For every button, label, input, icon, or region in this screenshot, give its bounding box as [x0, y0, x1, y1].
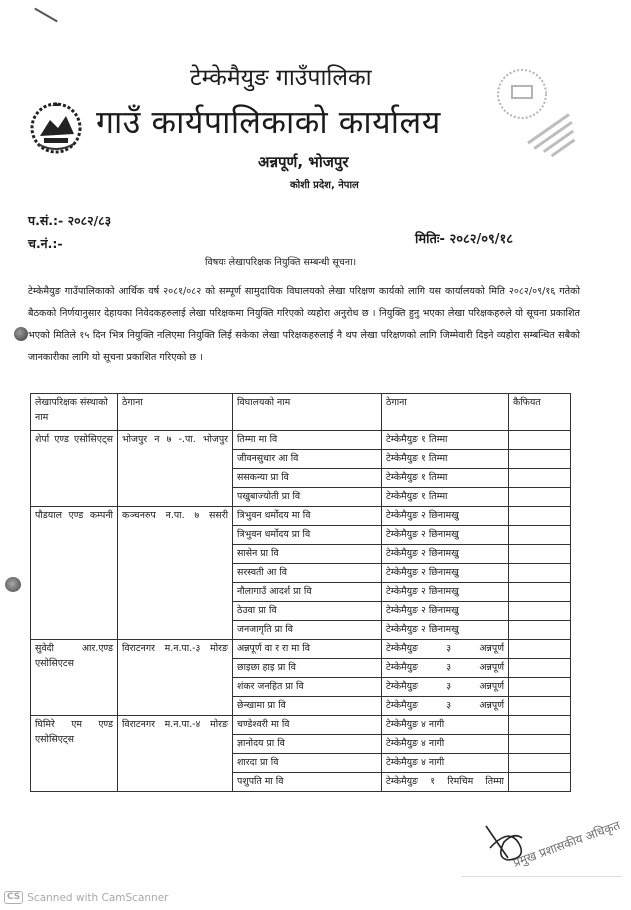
table-body: [31, 431, 571, 792]
school-name-cell: त्रिभुवन धर्मोदय प्रा वि: [233, 526, 382, 545]
auditor-address-cell: विराटनगर म.न.पा.-४ मोरङ: [118, 716, 233, 792]
school-address-cell: टेम्केमैयुङ ३ अन्नपूर्ण: [382, 678, 509, 697]
remarks-cell: [509, 602, 571, 621]
municipality-name: टेम्केमैयुङ गाउँपालिका: [190, 65, 372, 91]
header-school-name: विघालयको नाम: [233, 394, 382, 431]
table-row: [31, 431, 571, 450]
letter-number: प.सं.:- २०८२/८३: [28, 213, 112, 228]
signatory-designation: प्रमुख प्रशासकीय अधिकृत: [511, 818, 622, 870]
school-name-cell: नौलागाउँ आदर्श प्रा वि: [233, 583, 382, 602]
office-location: अन्नपूर्ण, भोजपुर: [258, 153, 349, 171]
remarks-cell: [509, 735, 571, 754]
school-address-cell: टेम्केमैयुङ १ तिम्मा: [382, 469, 509, 488]
remarks-cell: [509, 621, 571, 640]
table-row: [31, 716, 571, 735]
school-name-cell: शंकर जनहित प्रा वि: [233, 678, 382, 697]
remarks-cell: [509, 545, 571, 564]
header-school-address: ठेगाना: [382, 394, 509, 431]
school-name-cell: पखुबाज्योती प्रा वि: [233, 488, 382, 507]
school-name-cell: जनजागृति प्रा वि: [233, 621, 382, 640]
notice-date: मितिः- २०८२/०९/१८: [415, 232, 514, 247]
school-address-cell: टेम्केमैयुङ ४ नागी: [382, 735, 509, 754]
school-address-cell: टेम्केमैयुङ २ छिनामखु: [382, 621, 509, 640]
auditor-appointment-table: [30, 393, 571, 792]
school-name-cell: ठेउवा प्रा वि: [233, 602, 382, 621]
scanner-text: Scanned with CamScanner: [27, 891, 169, 904]
school-address-cell: टेम्केमैयुङ ३ अन्नपूर्ण: [382, 697, 509, 716]
header-remarks: कैफियत: [509, 394, 571, 431]
school-address-cell: टेम्केमैयुङ ४ नागी: [382, 754, 509, 773]
header-auditor-name: लेखापरिक्षक संस्थाको नाम: [31, 394, 118, 431]
remarks-cell: [509, 450, 571, 469]
scanner-watermark: [4, 891, 168, 904]
school-address-cell: टेम्केमैयुङ ३ अन्नपूर्ण: [382, 659, 509, 678]
school-name-cell: पशुपति मा वि: [233, 773, 382, 792]
dispatch-number: च.नं.:-: [28, 236, 63, 251]
school-name-cell: ज्ञानोदय प्रा वि: [233, 735, 382, 754]
school-address-cell: टेम्केमैयुङ १ रिमचिम तिम्मा: [382, 773, 509, 792]
school-name-cell: सरस्वती आ वि: [233, 564, 382, 583]
remarks-cell: [509, 697, 571, 716]
remarks-cell: [509, 773, 571, 792]
remarks-cell: [509, 678, 571, 697]
auditor-name-cell: घिमिरे एम एण्ड एसोसिएट्स: [31, 716, 118, 792]
auditor-address-cell: विराटनगर म.न.पा.-३ मोरङ: [118, 640, 233, 716]
province-name: कोशी प्रदेश, नेपाल: [290, 180, 359, 191]
auditor-address-cell: कञ्चनरुप न.पा. ७ ससरी: [118, 507, 233, 640]
punch-hole: [5, 577, 21, 592]
table-row: [31, 507, 571, 526]
pen-mark: [34, 8, 58, 23]
school-name-cell: तिम्मा मा वि: [233, 431, 382, 450]
school-address-cell: टेम्केमैयुङ १ तिम्मा: [382, 431, 509, 450]
school-name-cell: अन्नपूर्ण वा र रा मा वि: [233, 640, 382, 659]
school-name-cell: छाइछा हाइ प्रा वि: [233, 659, 382, 678]
school-name-cell: त्रिभुवन धर्मोदय मा वि: [233, 507, 382, 526]
auditor-address-cell: भोजपुर न ७ -.पा. भोजपुर: [118, 431, 233, 507]
punch-hole: [14, 327, 28, 341]
school-address-cell: टेम्केमैयुङ २ छिनामखु: [382, 602, 509, 621]
remarks-cell: [509, 469, 571, 488]
school-name-cell: जीवनसुधार आ वि: [233, 450, 382, 469]
school-address-cell: टेम्केमैयुङ २ छिनामखु: [382, 583, 509, 602]
notice-body: टेम्केमैयुङ गाउँपालिकाको आर्थिक वर्ष २०८१/०८२ को सम्पूर्ण सामुदायिक विघालयको लेखा परिक्षण कार्यको लागि यस कार्यालयको मिति २०८२/०९/१६ गतेको बैठकको निर्णयानुसार देहायका निवेदकहरुलाई लेखा परिक्षकमा नियुक्ति गरिएको व्यहोरा अनुरोध छ । नियुक्ति हुनु भएका लेखा परिक्षकहरुले यो सूचना प्रकाशित भएको मितिले १५ दिन भित्र नियुक्ति नलिएमा नियुक्ति लिई सकेका लेखा परिक्षकहरुलाई नै थप लेखा परिक्षणको लागि जिम्मेवारी दिइने व्यहोरा सम्बन्धित सबैको जानकारीका लागि यो सूचना प्रकाशित गरिएको छ ।: [28, 286, 580, 363]
school-address-cell: टेम्केमैयुङ १ तिम्मा: [382, 488, 509, 507]
office-title: गाउँ कार्यपालिकाको कार्यालय: [96, 103, 441, 141]
auditor-name-cell: शेर्पा एण्ड एसोसिएट्स: [31, 431, 118, 507]
remarks-cell: [509, 431, 571, 450]
school-name-cell: चण्डेश्वरी मा वि: [233, 716, 382, 735]
office-stamp: [484, 58, 594, 158]
header-auditor-address: ठेगाना: [118, 394, 233, 431]
auditor-name-cell: सुवेदी आर.एण्ड एसोसिएटस: [31, 640, 118, 716]
school-address-cell: टेम्केमैयुङ २ छिनामखु: [382, 507, 509, 526]
divider: [462, 876, 622, 877]
remarks-cell: [509, 564, 571, 583]
remarks-cell: [509, 507, 571, 526]
school-name-cell: सासेन प्रा वि: [233, 545, 382, 564]
school-name-cell: ससकन्या प्रा वि: [233, 469, 382, 488]
remarks-cell: [509, 659, 571, 678]
school-name-cell: छेन्खामा प्रा वि: [233, 697, 382, 716]
school-address-cell: टेम्केमैयुङ ४ नागी: [382, 716, 509, 735]
camscanner-icon: CS: [4, 891, 23, 904]
remarks-cell: [509, 526, 571, 545]
remarks-cell: [509, 754, 571, 773]
table-header-row: [31, 394, 571, 431]
remarks-cell: [509, 488, 571, 507]
notice-subject: विषयः लेखापरिक्षक नियुक्ति सम्बन्धी सूचना।: [205, 257, 357, 268]
school-address-cell: टेम्केमैयुङ ३ अन्नपूर्ण: [382, 640, 509, 659]
table-row: [31, 640, 571, 659]
school-name-cell: शारदा प्रा वि: [233, 754, 382, 773]
school-address-cell: टेम्केमैयुङ २ छिनामखु: [382, 526, 509, 545]
auditor-name-cell: पौडयाल एण्ड कम्पनी: [31, 507, 118, 640]
school-address-cell: टेम्केमैयुङ १ तिम्मा: [382, 450, 509, 469]
remarks-cell: [509, 583, 571, 602]
remarks-cell: [509, 640, 571, 659]
school-address-cell: टेम्केमैयुङ २ छिनामखु: [382, 564, 509, 583]
nepal-emblem-logo: [30, 98, 82, 158]
school-address-cell: टेम्केमैयुङ २ छिनामखु: [382, 545, 509, 564]
remarks-cell: [509, 716, 571, 735]
